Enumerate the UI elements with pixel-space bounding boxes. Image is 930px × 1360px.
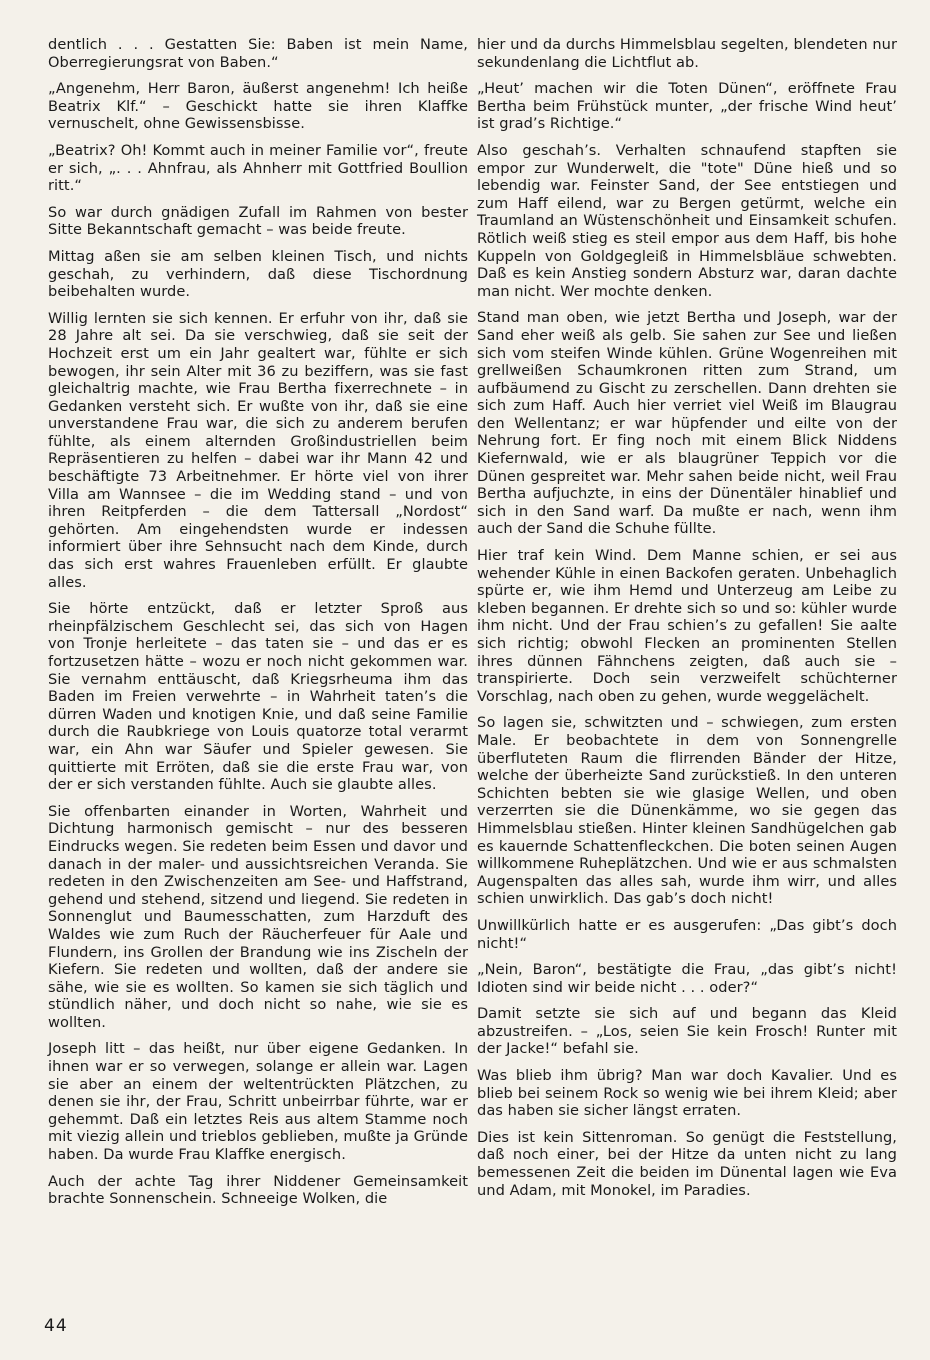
paragraph: Stand man oben, wie jetzt Bertha und Joseph, war der Sand eher weiß als gelb. Sie sahen zur See und ließen sich vom steifen Winde kühlen. Grüne Wogenreihen mit grellweißen Schaumkronen ritten zum Strand, um aufbäumend zu Gischt zu zerschellen. Dann drehten sie sich zum Haff. Auch hier verriet viel Weiß im Blaugrau den Wellentanz; er war hüpfender und eilte von der Nehrung fort. Er fing noch mit einem Blick Niddens Kiefernwald, wie er als blaugrüner Teppich vor die Dünen gespreitet war. Mehr sahen beide nicht, weil Frau Bertha aufjuchzte, in eins der Dünentäler hinablief und sich in den Sand warf. Da mußte er nach, wenn ihm auch der Sand die Schuhe füllte. <box>477 309 897 538</box>
paragraph: dentlich . . . Gestatten Sie: Baben ist mein Name, Oberregierungsrat von Baben.“ <box>48 36 468 71</box>
paragraph: Sie offenbarten einander in Worten, Wahrheit und Dichtung harmonisch gemischt – nur des besseren Eindrucks wegen. Sie redeten beim Essen und davor und danach in der maler- und aussichtsreichen Veranda. Sie redeten in den Zwischenzeiten am See- und Haffstrand, gehend und stehend, sitzend und liegend. Sie redeten in Sonnenglut und Baumesschatten, zum Harzduft des Waldes wie zum Ruch der Räucherfeuer für Aale und Flundern, ins Grollen der Brandung wie ins Zischeln der Kiefern. Sie redeten und wollten, daß der andere sie sähe, wie sie es wollten. So kamen sie sich täglich und stündlich näher, und doch nicht so nahe, wie sie es wollten. <box>48 802 468 1031</box>
right-text-column <box>477 36 897 1208</box>
paragraph: Sie hörte entzückt, daß er letzter Sproß aus rheinpfälzischem Geschlecht sei, das sich von Hagen von Tronje herleitete – das taten sie – und das er es fortzusetzen hätte – wozu er noch nicht gekommen war. Sie vernahm enttäuscht, daß Kriegsrheuma ihm das Baden im Freien verwehrte – in Wahrheit taten’s die dürren Waden und knotigen Knie, und daß seine Familie durch die Raubkriege von Louis quatorze total verarmt war, ein Ahn war Säufer und Spieler gewesen. Sie quittierte mit Erröten, daß sie die erste Frau war, von der er sich verstanden fühlte. Auch sie glaubte alles. <box>48 600 468 794</box>
paragraph: Was blieb ihm übrig? Man war doch Kavalier. Und es blieb bei seinem Rock so wenig wie bei ihrem Kleid; aber das haben sie sicher längst erraten. <box>477 1067 897 1120</box>
paragraph: Unwillkürlich hatte er es ausgerufen: „Das gibt’s doch nicht!“ <box>477 916 897 952</box>
paragraph: Willig lernten sie sich kennen. Er erfuhr von ihr, daß sie 28 Jahre alt sei. Da sie verschwieg, daß sie seit der Hochzeit erst um ein Jahr gealtert war, fühlte er sich bewogen, ihr sein Alter mit 36 zu beziffern, was sie fast gleichaltrig machte, wie Frau Bertha fixerrechnete – in Gedanken versteht sich. Er wußte von ihr, daß sie eine unverstandene Frau war, die sich zu anderem berufen fühlte, als einem alternden Großindustriellen beim Repräsentieren zu helfen – dabei war ihr Mann 42 und beschäftigte 73 Arbeitnehmer. Er hörte viel von ihrer Villa am Wannsee – die im Wedding stand – und von ihren Reitpferden – die dem Tattersall „Nordost“ gehörten. Am eingehendsten wurde er indessen informiert über ihre Sehnsucht nach dem Kinde, durch das sich erst wahres Frauenleben erfüllt. Er glaubte alles. <box>48 309 468 591</box>
paragraph: Hier traf kein Wind. Dem Manne schien, er sei aus wehender Kühle in einen Backofen geraten. Unbehaglich spürte er, wie ihm Hemd und Unterzeug am Leibe zu kleben begannen. Er drehte sich so und so: kühler wurde ihm nicht. Und der Frau schien’s zu gefallen! Sie aalte sich richtig; obwohl Flecken an prominenten Stellen ihres dünnen Fähnchens zeigten, daß auch sie – transpirierte. Doch sein verzweifelt schüchterner Vorschlag, nach oben zu gehen, wurde weggelächelt. <box>477 547 897 705</box>
paragraph: „Heut’ machen wir die Toten Dünen“, eröffnete Frau Bertha beim Frühstück munter, „der frische Wind heut’ ist grad’s Richtige.“ <box>477 80 897 133</box>
paragraph: „Nein, Baron“, bestätigte die Frau, „das gibt’s nicht! Idioten sind wir beide nicht . . . oder?“ <box>477 961 897 996</box>
paragraph: Mittag aßen sie am selben kleinen Tisch, und nichts geschah, zu verhindern, daß diese Tischordnung beibehalten wurde. <box>48 247 468 301</box>
paragraph: Dies ist kein Sittenroman. So genügt die Feststellung, daß noch einer, bei der Hitze da unten nicht zu lang bemessenen Zeit die beiden im Dünental lagen wie Eva und Adam, mit Monokel, im Paradies. <box>477 1128 897 1199</box>
paragraph: „Beatrix? Oh! Kommt auch in meiner Familie vor“, freute er sich, „. . . Ahnfrau, als Ahnherr mit Gottfried Boullion ritt.“ <box>48 141 468 195</box>
paragraph: hier und da durchs Himmelsblau segelten, blendeten nur sekundenlang die Lichtflut ab. <box>477 36 897 71</box>
paragraph: Joseph litt – das heißt, nur über eigene Gedanken. In ihnen war er so verwegen, solange er allein war. Lagen sie aber an einem der weltentrückten Plätzchen, zu denen sie ihr, der Frau, Schritt unbeirrbar führte, war er gehemmt. Daß ein letztes Reis aus altem Stamme noch mit viezig allein und trieblos geblieben, mußte ja Gründe haben. Da wurde Frau Klaffke energisch. <box>48 1040 468 1164</box>
paragraph: So lagen sie, schwitzten und – schwiegen, zum ersten Male. Er beobachtete in dem von Sonnengrelle überfluteten Raum die flirrenden Bänder der Hitze, welche der überheizte Sand zurückstieß. In den unteren Schichten bebten sie wie glasige Wellen, und oben verzerrten sie die Dünenkämme, wo sie gegen das Himmelsblau stießen. Hinter kleinen Sandhügelchen gab es kauernde Schattenfleckchen. Die boten seinen Augen willkommene Ruheplätzchen. Und wie er aus schmalsten Augenspalten das alles sah, wurde ihm wirr, und alles schien unwirklich. Das gab’s doch nicht! <box>477 714 897 908</box>
paragraph: Also geschah’s. Verhalten schnaufend stapften sie empor zur Wunderwelt, die "tote" Düne hieß und so lebendig war. Feinster Sand, der See entstiegen und zum Haff eilend, war zu Bergen getürmt, welche ein Traumland an Wüstenschönheit und Einsamkeit schufen. Rötlich weiß stieg es steil empor aus dem Haff, bis hohe Kuppeln von Goldgegleiß in Himmelsbläue schwebten. Daß es kein Anstieg sondern Absturz war, daran dachte man nicht. Wer mochte denken. <box>477 141 897 300</box>
paragraph: Damit setzte sie sich auf und begann das Kleid abzustreifen. – „Los, seien Sie kein Frosch! Runter mit der Jacke!“ befahl sie. <box>477 1005 897 1058</box>
page-number: 44 <box>44 1316 68 1336</box>
left-text-column <box>48 36 468 1217</box>
paragraph: So war durch gnädigen Zufall im Rahmen von bester Sitte Bekanntschaft gemacht – was beide freute. <box>48 203 468 239</box>
paragraph: „Angenehm, Herr Baron, äußerst angenehm! Ich heiße Beatrix Klf.“ – Geschickt hatte sie ihren Klaffke vernuschelt, ohne Gewissensbisse. <box>48 80 468 133</box>
paragraph: Auch der achte Tag ihrer Niddener Gemeinsamkeit brachte Sonnenschein. Schneeige Wolken, die <box>48 1172 468 1208</box>
